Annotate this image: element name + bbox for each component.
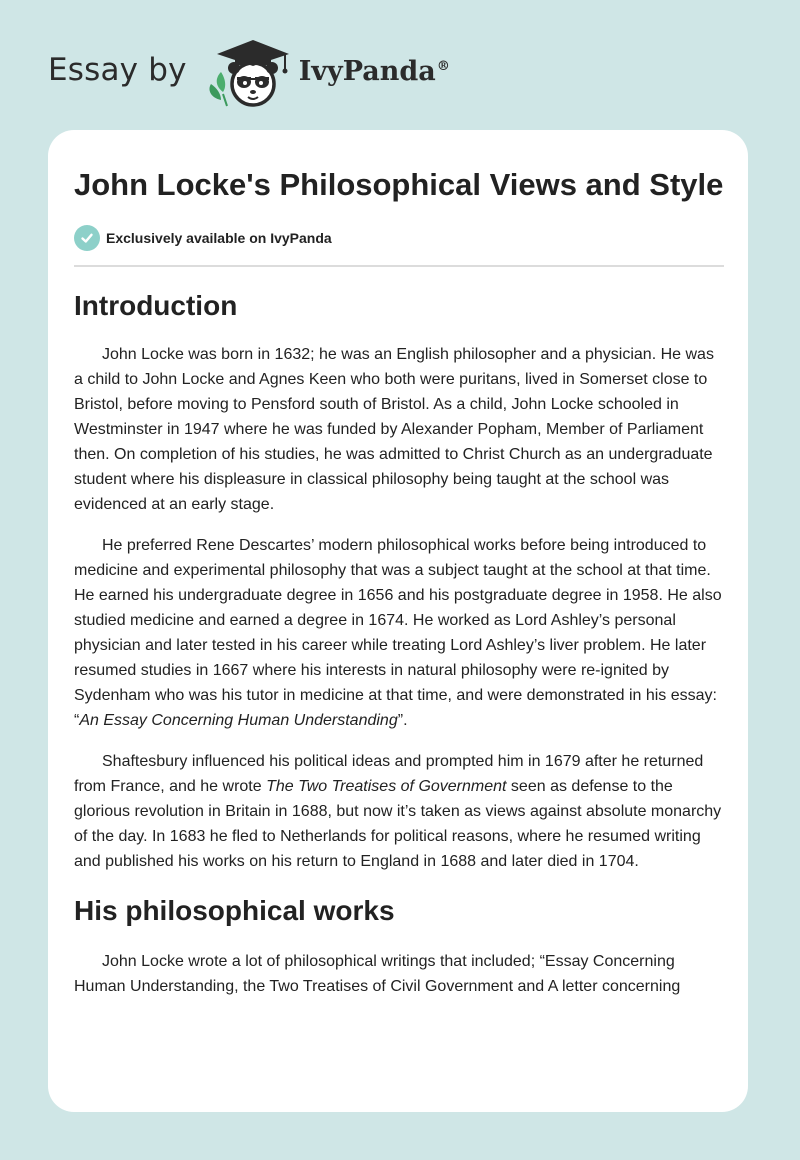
essay-title: John Locke's Philosophical Views and Style: [74, 167, 724, 202]
registered-mark: ®: [436, 58, 450, 74]
essay-title-italic: An Essay Concerning Human Understanding: [79, 712, 398, 729]
paragraph: He preferred Rene Descartes’ modern philosophical works before being introduced to medicine and experimental philosophy that was a subject taught at the school at that time. He earned his undergraduate degree in 1656 and his postgraduate degree in 1958. He also studied medicine and earned a degree in 1674. He worked as Lord Ashley’s personal physician and later tested in his career while treating Lord Ashley’s liver problem. He later resumed studies in 1667 where his interests in natural philosophy were re-ignited by Sydenham who was his tutor in medicine at that time, and were demonstrated in his essay: “An Essay Concerning Human Understanding”.: [74, 537, 722, 729]
paragraph: Shaftesbury influenced his political ideas and prompted him in 1679 after he returned from France, and he wrote The Two Treatises of Government seen as defense to the glorious revolution in Britain in 1688, but now it’s taken as views against absolute monarchy of the day. In 1683 he fled to Netherlands for political reasons, where he resumed writing and published his works on his return to England in 1688 and later died in 1704.: [74, 753, 722, 870]
exclusive-badge: [74, 225, 724, 251]
paragraph: John Locke wrote a lot of philosophical writings that included; “Essay Concerning Human Understanding, the Two Treatises of Civil Government and A letter concerning: [74, 953, 681, 995]
panda-graduate-logo-icon: [201, 36, 297, 110]
brand-prefix: Essay by: [48, 52, 187, 88]
essay-card: [48, 130, 748, 1112]
divider: [74, 265, 724, 267]
treatise-title-italic: The Two Treatises of Government: [266, 778, 507, 795]
site-brand[interactable]: [48, 36, 508, 110]
section-heading-introduction: Introduction: [74, 290, 238, 321]
essay-content: [74, 164, 724, 999]
brand-name: IvyPanda®: [298, 55, 450, 87]
checkmark-icon: [74, 225, 100, 251]
section-heading-philosophical-works: His philosophical works: [74, 895, 395, 926]
exclusive-badge-label: Exclusively available on IvyPanda: [106, 230, 332, 246]
paragraph: John Locke was born in 1632; he was an English philosopher and a physician. He was a child to John Locke and Agnes Keen who both were puritans, lived in Somerset close to Bristol, before moving to Pensford south of Bristol. As a child, John Locke schooled in Westminster in 1947 where he was funded by Alexander Popham, Member of Parliament then. On completion of his studies, he was admitted to Christ Church as an undergraduate student where his displeasure in classical philosophy being taught at the school was evidenced at an early stage.: [74, 346, 714, 513]
